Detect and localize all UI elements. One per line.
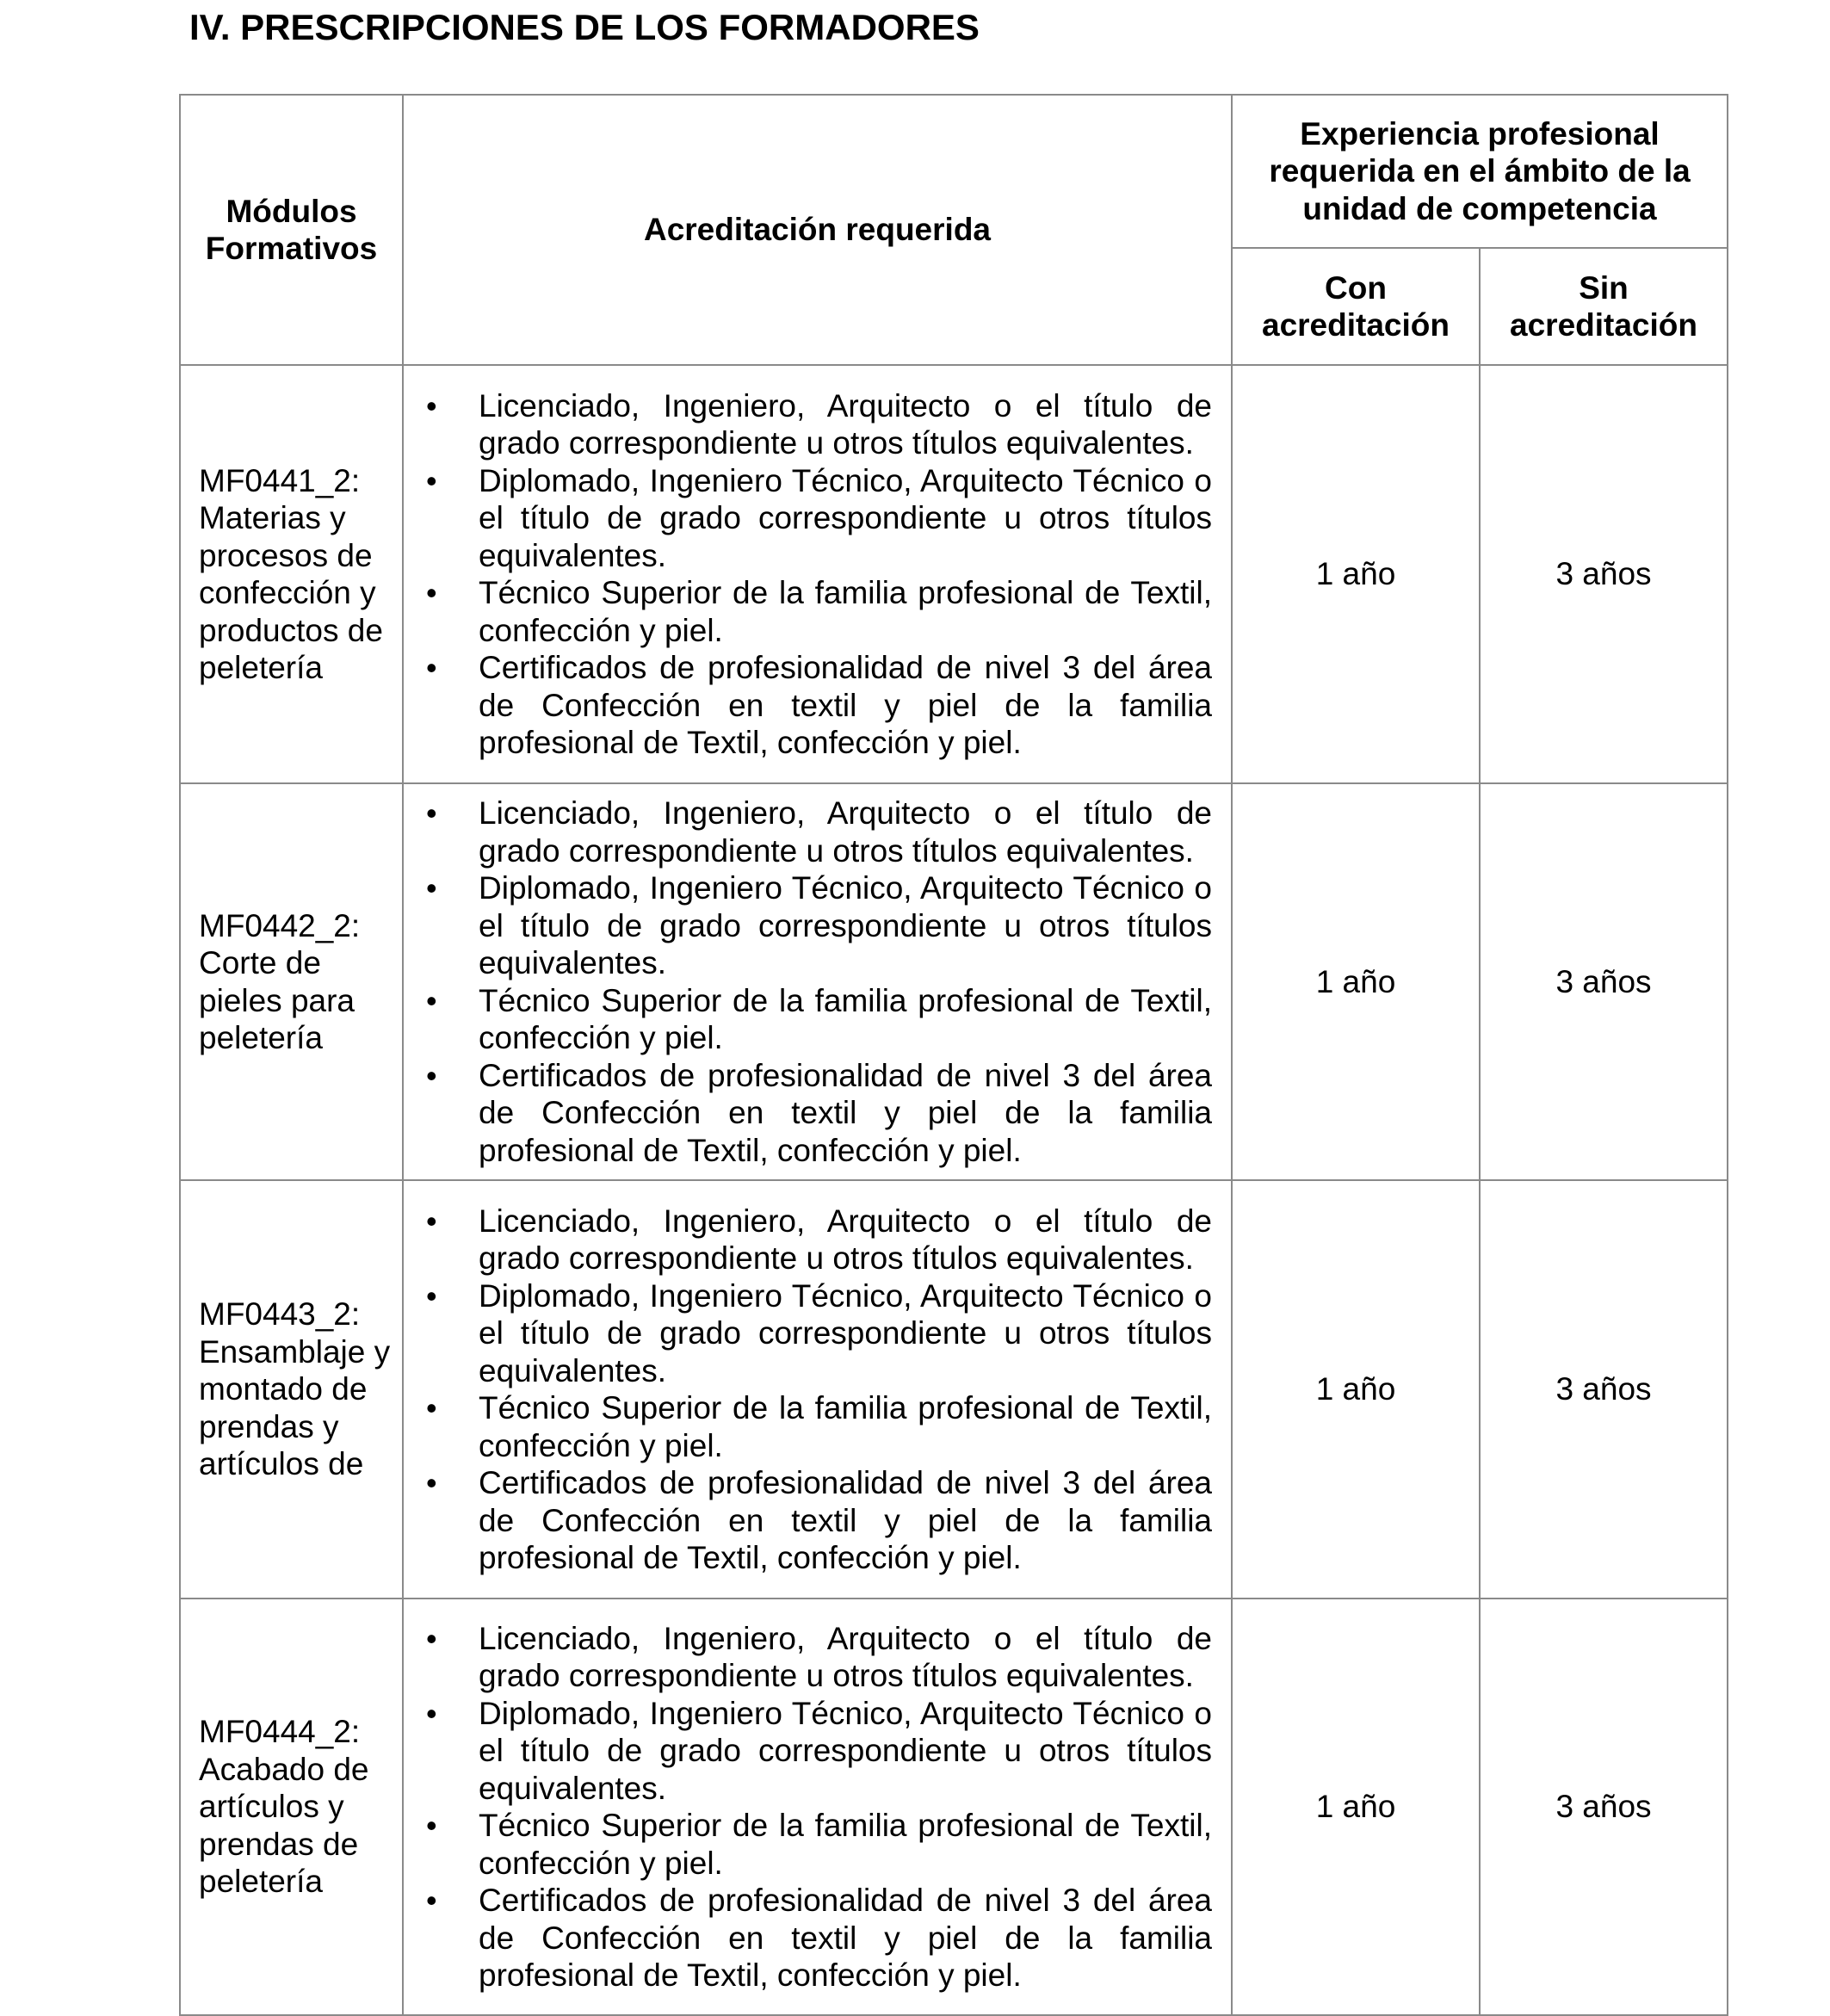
credential-item: • Técnico Superior de la familia profesional de Textil, confección y piel. bbox=[421, 982, 1212, 1057]
header-with-accreditation: Con acreditación bbox=[1232, 248, 1480, 365]
with-accreditation-value: 1 año bbox=[1232, 1599, 1480, 2015]
credential-item: • Diplomado, Ingeniero Técnico, Arquitecto Técnico o el título de grado correspondiente u otros títulos equivalentes. bbox=[421, 1695, 1212, 1808]
credential-list bbox=[421, 387, 1212, 762]
accreditation-cell bbox=[403, 1599, 1232, 2015]
header-experience: Experiencia profesional requerida en el ámbito de la unidad de competencia bbox=[1232, 95, 1728, 248]
header-accreditation: Acreditación requerida bbox=[403, 95, 1232, 365]
page-title: IV. PRESCRIPCIONES DE LOS FORMADORES bbox=[189, 7, 980, 47]
credential-item: • Técnico Superior de la familia profesional de Textil, confección y piel. bbox=[421, 1389, 1212, 1464]
accreditation-cell bbox=[403, 365, 1232, 783]
without-accreditation-value: 3 años bbox=[1480, 365, 1728, 783]
accreditation-cell bbox=[403, 783, 1232, 1180]
module-cell: MF0442_2: Corte de pieles para peletería bbox=[180, 783, 403, 1180]
table-row bbox=[180, 783, 1728, 1180]
with-accreditation-value: 1 año bbox=[1232, 1180, 1480, 1599]
credential-item: • Certificados de profesionalidad de nivel 3 del área de Confección en textil y piel de la familia profesional de Textil, confección y piel. bbox=[421, 1057, 1212, 1170]
module-cell: MF0441_2: Materias y procesos de confección y productos de peletería bbox=[180, 365, 403, 783]
module-cell: MF0444_2: Acabado de artículos y prendas de peletería bbox=[180, 1599, 403, 2015]
credential-item: • Certificados de profesionalidad de nivel 3 del área de Confección en textil y piel de la familia profesional de Textil, confección y piel. bbox=[421, 1464, 1212, 1577]
table-row bbox=[180, 1599, 1728, 2015]
credential-item: • Técnico Superior de la familia profesional de Textil, confección y piel. bbox=[421, 1807, 1212, 1882]
credential-item: • Diplomado, Ingeniero Técnico, Arquitecto Técnico o el título de grado correspondiente u otros títulos equivalentes. bbox=[421, 462, 1212, 575]
credential-item: • Diplomado, Ingeniero Técnico, Arquitecto Técnico o el título de grado correspondiente u otros títulos equivalentes. bbox=[421, 1277, 1212, 1390]
credential-item: • Diplomado, Ingeniero Técnico, Arquitecto Técnico o el título de grado correspondiente u otros títulos equivalentes. bbox=[421, 869, 1212, 982]
credential-item: • Certificados de profesionalidad de nivel 3 del área de Confección en textil y piel de la familia profesional de Textil, confección y piel. bbox=[421, 1882, 1212, 1994]
credential-item: • Certificados de profesionalidad de nivel 3 del área de Confección en textil y piel de la familia profesional de Textil, confección y piel. bbox=[421, 649, 1212, 762]
credential-item: • Licenciado, Ingeniero, Arquitecto o el título de grado correspondiente u otros títulos equivalentes. bbox=[421, 1203, 1212, 1277]
trainers-prescriptions-table bbox=[179, 94, 1728, 2016]
table-row bbox=[180, 1180, 1728, 1599]
credential-list bbox=[421, 1203, 1212, 1577]
credential-item: • Licenciado, Ingeniero, Arquitecto o el título de grado correspondiente u otros títulos equivalentes. bbox=[421, 1620, 1212, 1695]
credential-item: • Técnico Superior de la familia profesional de Textil, confección y piel. bbox=[421, 574, 1212, 649]
header-without-accreditation: Sin acreditación bbox=[1480, 248, 1728, 365]
credential-list bbox=[421, 1620, 1212, 1994]
without-accreditation-value: 3 años bbox=[1480, 783, 1728, 1180]
without-accreditation-value: 3 años bbox=[1480, 1180, 1728, 1599]
module-cell: MF0443_2: Ensamblaje y montado de prendas y artículos de bbox=[180, 1180, 403, 1599]
accreditation-cell bbox=[403, 1180, 1232, 1599]
table-header-row bbox=[180, 95, 1728, 248]
credential-list bbox=[421, 795, 1212, 1169]
with-accreditation-value: 1 año bbox=[1232, 365, 1480, 783]
with-accreditation-value: 1 año bbox=[1232, 783, 1480, 1180]
without-accreditation-value: 3 años bbox=[1480, 1599, 1728, 2015]
header-modules: Módulos Formativos bbox=[180, 95, 403, 365]
table-row bbox=[180, 365, 1728, 783]
credential-item: • Licenciado, Ingeniero, Arquitecto o el título de grado correspondiente u otros títulos equivalentes. bbox=[421, 795, 1212, 869]
credential-item: • Licenciado, Ingeniero, Arquitecto o el título de grado correspondiente u otros títulos equivalentes. bbox=[421, 387, 1212, 462]
